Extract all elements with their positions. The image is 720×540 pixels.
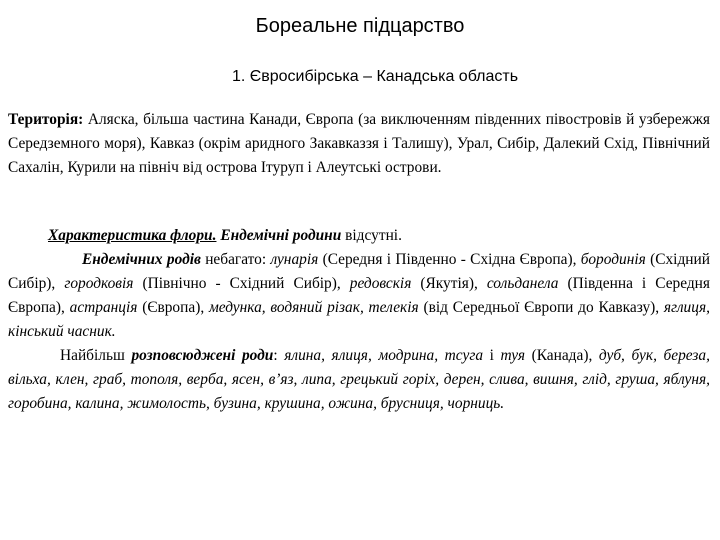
widespread-region: (Канада),: [531, 347, 593, 364]
genus-region: (Середня і Південно - Східна Європа),: [322, 251, 577, 268]
territory-paragraph: [8, 108, 710, 180]
genus-name: редовскія: [349, 275, 412, 292]
widespread-genera-paragraph: [8, 344, 710, 416]
region-subtitle: 1. Євросибірська – Канадська область: [231, 68, 519, 85]
widespread-thuja: туя: [500, 347, 525, 364]
endemic-genera-label: Ендемічних родів: [82, 251, 201, 268]
genus-region: (Якутія),: [420, 275, 478, 292]
widespread-list-conifers: ялина, ялиця, модрина, тсуга: [284, 347, 484, 364]
genus-region: (Північно - Східний Сибір),: [142, 275, 341, 292]
genus-name: сольданела: [486, 275, 559, 292]
widespread-prefix: Найбільш: [60, 347, 125, 364]
widespread-list-deciduous: дуб, бук, береза, вільха, клен, граб, тополя, верба, ясен, в’яз, липа, грецький горіх, дерен, слива, вишня, глід, груша, яблуня, горобина, калина, жимолость, бузина, крушина, ожина, брусниця, чорниць.: [8, 347, 710, 412]
territory-label: Територія:: [8, 111, 84, 128]
genus-region: (Східний Сибір),: [8, 251, 710, 292]
genus-region: (Європа),: [142, 299, 205, 316]
territory-text: Аляска, більша частина Канади, Європа (за виключенням південних півостровів й узбережжя Середземного моря), Кавказ (окрім аридного Закавказзя і Талишу), Урал, Сибір, Далекий Схід, Північний Сахалін, Курили на північ від острова Ітуруп і Алеутські острови.: [8, 111, 710, 176]
widespread-colon: :: [273, 347, 278, 364]
genus-name: астранція: [69, 299, 138, 316]
genus-region: (Південна і Середня Європа),: [8, 275, 710, 316]
endemic-families-label: Ендемічні родини: [220, 227, 342, 244]
endemic-families-text: відсутні.: [345, 227, 402, 244]
flora-section: [8, 224, 710, 416]
genus-name: городковія: [64, 275, 134, 292]
flora-heading: Характеристика флори.: [48, 227, 217, 244]
genus-name: медунка, водяний різак, телекія: [208, 299, 419, 316]
genus-name: лунарія: [270, 251, 319, 268]
flora-heading-paragraph: [8, 224, 710, 248]
page-title: Бореальне підцарство: [255, 15, 465, 37]
widespread-genera-label: розповсюджені роди: [131, 347, 274, 364]
widespread-and: і: [489, 347, 494, 364]
endemic-genera-intro: небагато:: [205, 251, 267, 268]
genus-name: бородинія: [580, 251, 646, 268]
endemic-genera-paragraph: [8, 248, 710, 344]
genus-name: яглиця, кінський часник.: [8, 299, 710, 340]
genus-region: (від Середньої Європи до Кавказу),: [423, 299, 660, 316]
